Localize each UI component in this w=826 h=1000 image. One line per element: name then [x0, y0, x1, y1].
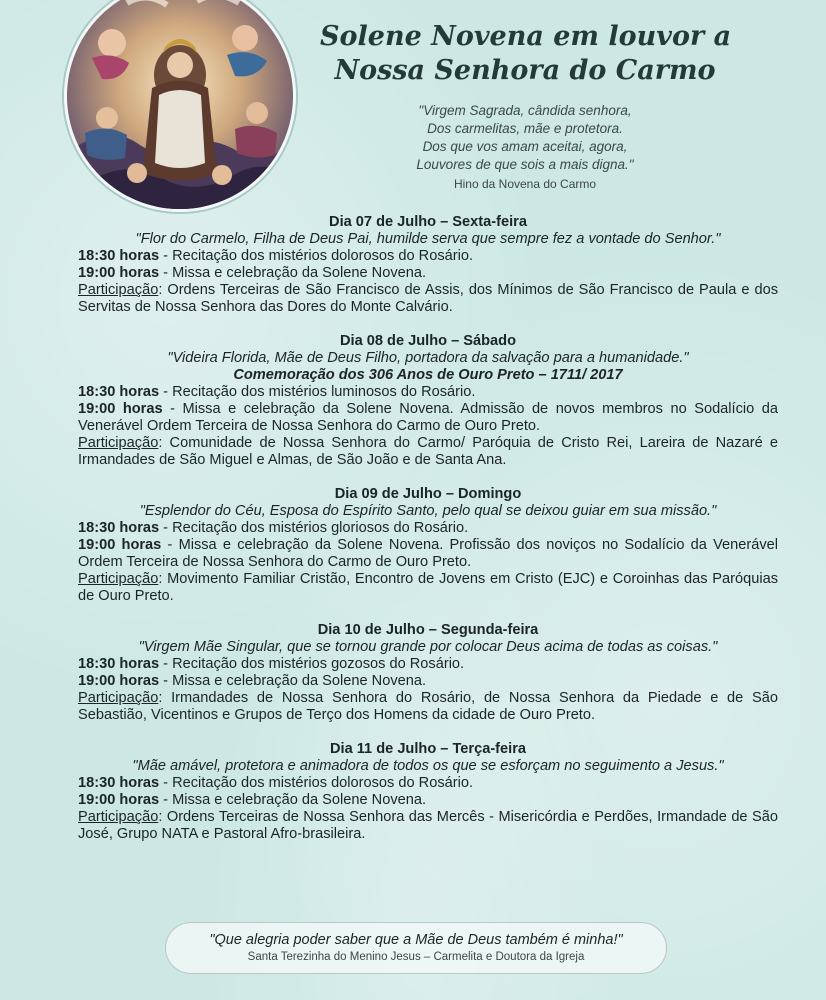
schedule-line	[78, 265, 778, 282]
schedule-time: 18:30 horas	[78, 775, 160, 791]
schedule-line	[78, 673, 778, 690]
schedule-line	[78, 656, 778, 673]
title-line-1: Solene Novena em louvor a	[320, 21, 732, 52]
schedule-event: - Recitação dos mistérios dolorosos do Rosário.	[159, 775, 474, 791]
schedule-event: - Missa e celebração da Solene Novena.	[159, 673, 427, 689]
participation-text: : Ordens Terceiras de São Francisco de Assis, dos Mínimos de São Francisco de Paula e dos Servitas de Nossa Senhora das Dores do Monte Calvário.	[78, 282, 778, 315]
schedule-time: 18:30 horas	[78, 248, 160, 264]
participation-text: : Irmandades de Nossa Senhora do Rosário, de Nossa Senhora da Piedade e de São Sebastião, Vicentinos e Grupos de Terço dos Homens da cidade de Ouro Preto.	[78, 690, 778, 723]
schedule-event: - Missa e celebração da Solene Novena. Admissão de novos membros no Sodalício da Venerável Ordem Terceira de Nossa Senhora do Carmo de Ouro Preto.	[78, 401, 778, 434]
novena-program	[78, 214, 778, 860]
day-invocation: "Virgem Mãe Singular, que se tornou grande por colocar Deus acima de todas as coisas."	[138, 639, 718, 655]
day-invocation: "Esplendor do Céu, Esposa do Espírito Santo, pelo qual se deixou guiar em sua missão."	[139, 503, 717, 519]
hymn-quote	[380, 102, 670, 193]
schedule-event: - Recitação dos mistérios gozosos do Rosário.	[159, 656, 465, 672]
day-section	[78, 486, 778, 605]
schedule-line	[78, 401, 778, 435]
hymn-source: Hino da Novena do Carmo	[453, 177, 597, 191]
participation-label: Participação	[78, 435, 159, 451]
participation-line	[78, 571, 778, 605]
participation-text: : Comunidade de Nossa Senhora do Carmo/ Paróquia de Cristo Rei, Lareira de Nazaré e Irmandades de São Miguel e Almas, de São João e de Santa Ana.	[78, 435, 778, 468]
title-line-2: Nossa Senhora do Carmo	[334, 55, 716, 86]
closing-quote-box	[165, 922, 667, 974]
participation-line	[78, 282, 778, 316]
schedule-time: 19:00 horas	[78, 792, 160, 808]
day-invocation: "Mãe amável, protetora e animadora de todos os que se esforçam no seguimento a Jesus."	[132, 758, 724, 774]
schedule-line	[78, 792, 778, 809]
day-section	[78, 214, 778, 316]
schedule-event: - Recitação dos mistérios gloriosos do Rosário.	[159, 520, 469, 536]
schedule-time: 18:30 horas	[78, 656, 160, 672]
participation-line	[78, 690, 778, 724]
schedule-time: 19:00 horas	[78, 537, 162, 553]
schedule-event: - Missa e celebração da Solene Novena.	[159, 265, 427, 281]
participation-label: Participação	[78, 282, 159, 298]
participation-label: Participação	[78, 809, 159, 825]
hymn-line: Louvores de que sois a mais digna."	[416, 157, 634, 172]
hymn-line: Dos carmelitas, mãe e protetora.	[427, 121, 623, 136]
schedule-time: 19:00 horas	[78, 265, 160, 281]
day-title: Dia 10 de Julho – Segunda-feira	[317, 622, 539, 638]
participation-line	[78, 809, 778, 843]
participation-label: Participação	[78, 571, 159, 587]
painting-illustration	[67, 0, 293, 209]
day-section	[78, 622, 778, 724]
participation-label: Participação	[78, 690, 159, 706]
day-section	[78, 741, 778, 843]
schedule-time: 19:00 horas	[78, 673, 160, 689]
commemoration-line: Comemoração dos 306 Anos de Ouro Preto – 1711/ 2017	[233, 367, 623, 383]
day-title: Dia 09 de Julho – Domingo	[334, 486, 522, 502]
hymn-line: "Virgem Sagrada, cândida senhora,	[418, 103, 632, 118]
participation-text: : Ordens Terceiras de Nossa Senhora das Mercês - Misericórdia e Perdões, Irmandade de São José, Grupo NATA e Pastoral Afro-brasileira.	[78, 809, 778, 842]
day-section	[78, 333, 778, 469]
schedule-line	[78, 520, 778, 537]
schedule-time: 19:00 horas	[78, 401, 163, 417]
closing-quote: "Que alegria poder saber que a Mãe de Deus também é minha!"	[209, 932, 623, 948]
page-title	[320, 20, 730, 88]
participation-text: : Movimento Familiar Cristão, Encontro de Jovens em Cristo (EJC) e Coroinhas das Paróquias de Ouro Preto.	[78, 571, 778, 604]
schedule-line	[78, 248, 778, 265]
day-invocation: "Flor do Carmelo, Filha de Deus Pai, humilde serva que sempre fez a vontade do Senhor."	[135, 231, 721, 247]
day-title: Dia 11 de Julho – Terça-feira	[329, 741, 527, 757]
schedule-event: - Recitação dos mistérios luminosos do Rosário.	[159, 384, 476, 400]
schedule-line	[78, 775, 778, 792]
schedule-event: - Recitação dos mistérios dolorosos do Rosário.	[159, 248, 474, 264]
day-invocation: "Videira Florida, Mãe de Deus Filho, portadora da salvação para a humanidade."	[167, 350, 689, 366]
day-title: Dia 07 de Julho – Sexta-feira	[329, 214, 527, 230]
schedule-time: 18:30 horas	[78, 384, 160, 400]
schedule-time: 18:30 horas	[78, 520, 160, 536]
schedule-line	[78, 537, 778, 571]
schedule-line	[78, 384, 778, 401]
schedule-event: - Missa e celebração da Solene Novena. Profissão dos noviços no Sodalício da Venerável Ordem Terceira de Nossa Senhora do Carmo de Ouro Preto.	[78, 537, 778, 570]
day-title: Dia 08 de Julho – Sábado	[340, 333, 516, 349]
hymn-line: Dos que vos amam aceitai, agora,	[422, 139, 628, 154]
schedule-event: - Missa e celebração da Solene Novena.	[159, 792, 427, 808]
participation-line	[78, 435, 778, 469]
closing-quote-author: Santa Terezinha do Menino Jesus – Carmelita e Doutora da Igreja	[247, 951, 585, 963]
